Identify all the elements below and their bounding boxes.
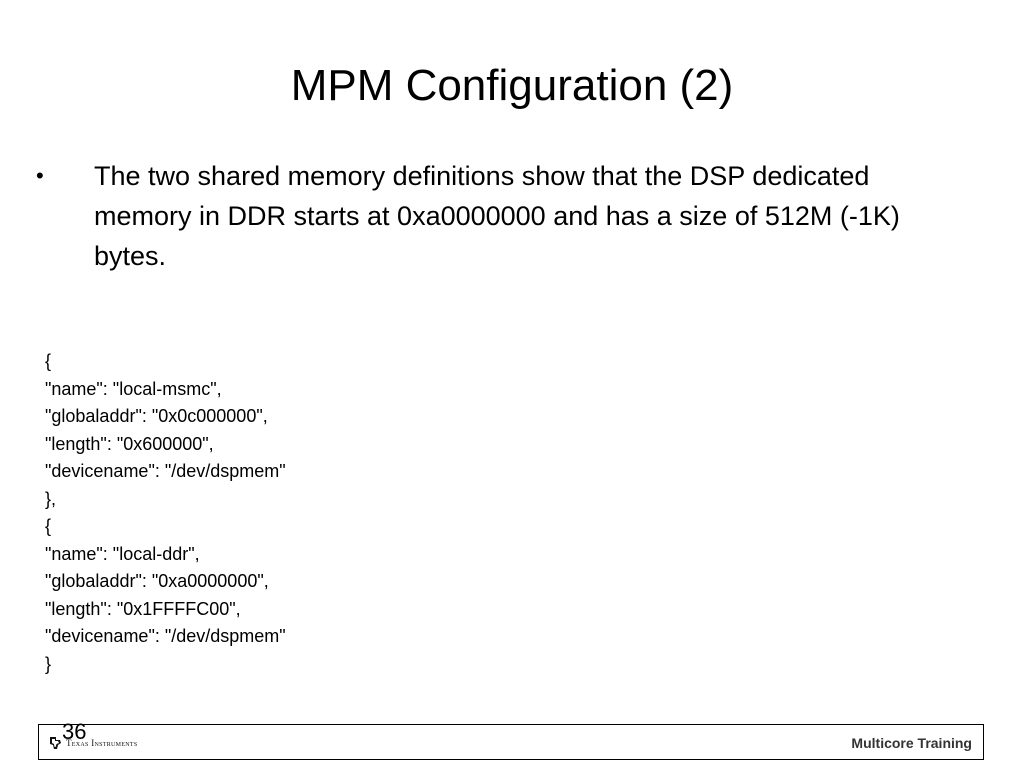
code-line: "length": "0x600000", bbox=[45, 433, 214, 454]
code-line: "name": "local-msmc", bbox=[45, 378, 222, 399]
code-line: { bbox=[45, 516, 52, 536]
code-line: }, bbox=[45, 488, 57, 509]
code-line: "devicename": "/dev/dspmem" bbox=[45, 461, 286, 481]
footer-bar bbox=[38, 724, 984, 760]
texas-instruments-logo-icon bbox=[48, 736, 62, 750]
code-line: } bbox=[45, 653, 52, 674]
code-line: "devicename": "/dev/dspmem" bbox=[45, 626, 286, 646]
slide-title: MPM Configuration (2) bbox=[290, 61, 734, 110]
code-line: "name": "local-ddr", bbox=[45, 543, 200, 564]
bullet-marker: • bbox=[36, 163, 44, 188]
bullet-item bbox=[36, 156, 966, 276]
texas-instruments-wordmark: Texas Instruments bbox=[66, 738, 138, 748]
page-number: 36 bbox=[62, 719, 87, 744]
code-line: "globaladdr": "0x0c000000", bbox=[45, 406, 268, 426]
bullet-text: The two shared memory definitions show that the DSP dedicated memory in DDR starts at 0xa0000000 and has a size of 512M (-1K) bytes. bbox=[94, 161, 900, 271]
code-line: { bbox=[45, 351, 52, 371]
footer-brand: Multicore Training bbox=[851, 735, 972, 751]
code-line: "globaladdr": "0xa0000000", bbox=[45, 571, 269, 591]
code-line: "length": "0x1FFFFC00", bbox=[45, 598, 241, 619]
config-code-block bbox=[45, 348, 545, 678]
